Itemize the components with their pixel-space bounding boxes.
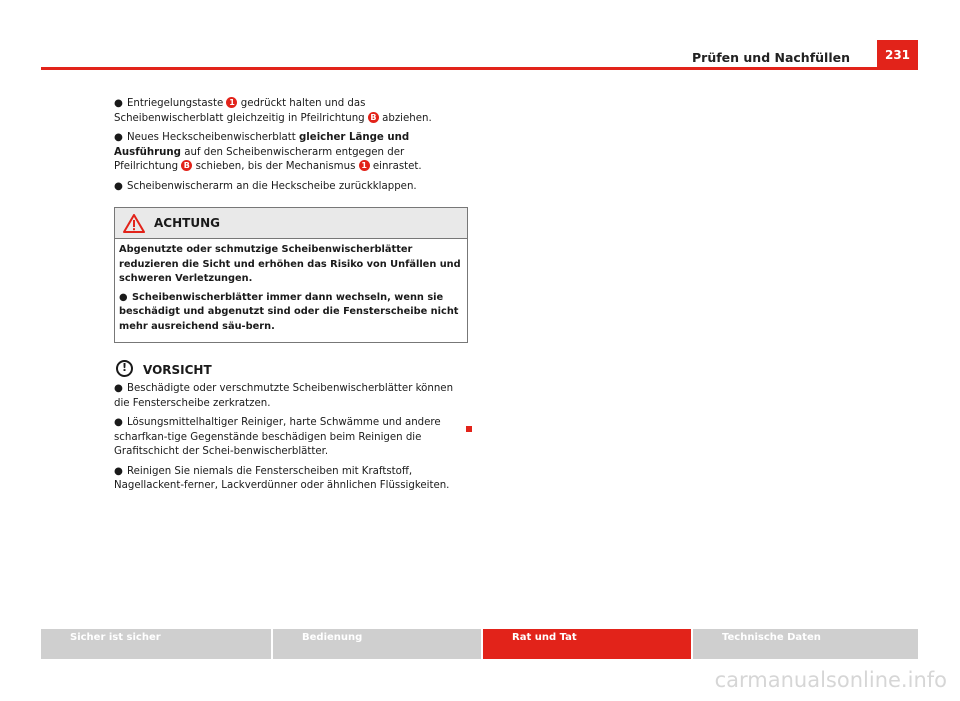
exclamation-circle-icon: ! — [116, 360, 133, 377]
warning-title: ACHTUNG — [154, 215, 220, 230]
header-rule — [41, 67, 918, 70]
bullet: ● — [119, 291, 128, 303]
main-content — [114, 97, 468, 499]
instruction-step: ● Neues Heckscheibenwischerblatt gleicher Länge und Ausführung auf den Scheibenwischerarm entgegen der Pfeilrichtung B schieben, bis der Mechanismus 1 einrastet. — [114, 132, 422, 172]
warning-body — [115, 239, 467, 342]
caution-body — [114, 382, 468, 494]
footer-tab-bedienung[interactable]: Bedienung — [271, 629, 481, 659]
page-header-title: Prüfen und Nachfüllen — [692, 50, 850, 65]
warning-header — [115, 208, 467, 239]
warning-triangle-icon — [123, 214, 145, 233]
footer-nav — [41, 629, 918, 659]
callout-ref: 1 — [359, 160, 370, 171]
caution-header — [114, 355, 468, 377]
page-number: 231 — [877, 40, 918, 68]
callout-ref: B — [181, 160, 192, 171]
bullet: ● — [114, 132, 123, 143]
bullet: ● — [114, 98, 123, 109]
caution-item: ● Beschädigte oder verschmutzte Scheibenwischerblätter können die Fensterscheibe zerkratzen. — [114, 383, 454, 409]
caution-item: ● Reinigen Sie niemals die Fensterscheiben mit Kraftstoff, Nagellackent-ferner, Lackverdünner oder ähnlichen Flüssigkeiten. — [114, 465, 450, 491]
section-end-marker — [466, 426, 472, 432]
footer-tab-technische-daten[interactable]: Technische Daten — [691, 629, 918, 659]
callout-ref: 1 — [226, 97, 237, 108]
watermark: carmanualsonline.info — [714, 668, 947, 692]
footer-tab-rat-und-tat[interactable]: Rat und Tat — [481, 629, 691, 659]
warning-text: ● Scheibenwischerblätter immer dann wechseln, wenn sie beschädigt und abgenutzt sind oder die Fensterscheibe nicht mehr ausreichend säu-bern. — [119, 291, 459, 332]
footer-tab-sicher[interactable]: Sicher ist sicher — [41, 629, 271, 659]
bullet: ● — [114, 383, 123, 394]
warning-text: Abgenutzte oder schmutzige Scheibenwischerblätter reduzieren die Sicht und erhöhen das Risiko von Unfällen und schweren Verletzungen. — [119, 244, 461, 284]
caution-title: VORSICHT — [143, 363, 212, 377]
instruction-step: ● Entriegelungstaste 1 gedrückt halten und das Scheibenwischerblatt gleichzeitig in Pfeilrichtung B abziehen. — [114, 98, 432, 124]
warning-box — [114, 207, 468, 343]
callout-ref: B — [368, 112, 379, 123]
bullet: ● — [114, 417, 123, 428]
caution-item: ● Lösungsmittelhaltiger Reiniger, harte Schwämme und andere scharfkan-tige Gegenstände beschädigen beim Reinigen die Grafitschicht der Schei-benwischerblätter. — [114, 417, 441, 457]
instruction-step: ● Scheibenwischerarm an die Heckscheibe zurückklappen. — [114, 180, 468, 195]
bullet: ● — [114, 465, 123, 477]
bullet: ● — [114, 180, 123, 192]
